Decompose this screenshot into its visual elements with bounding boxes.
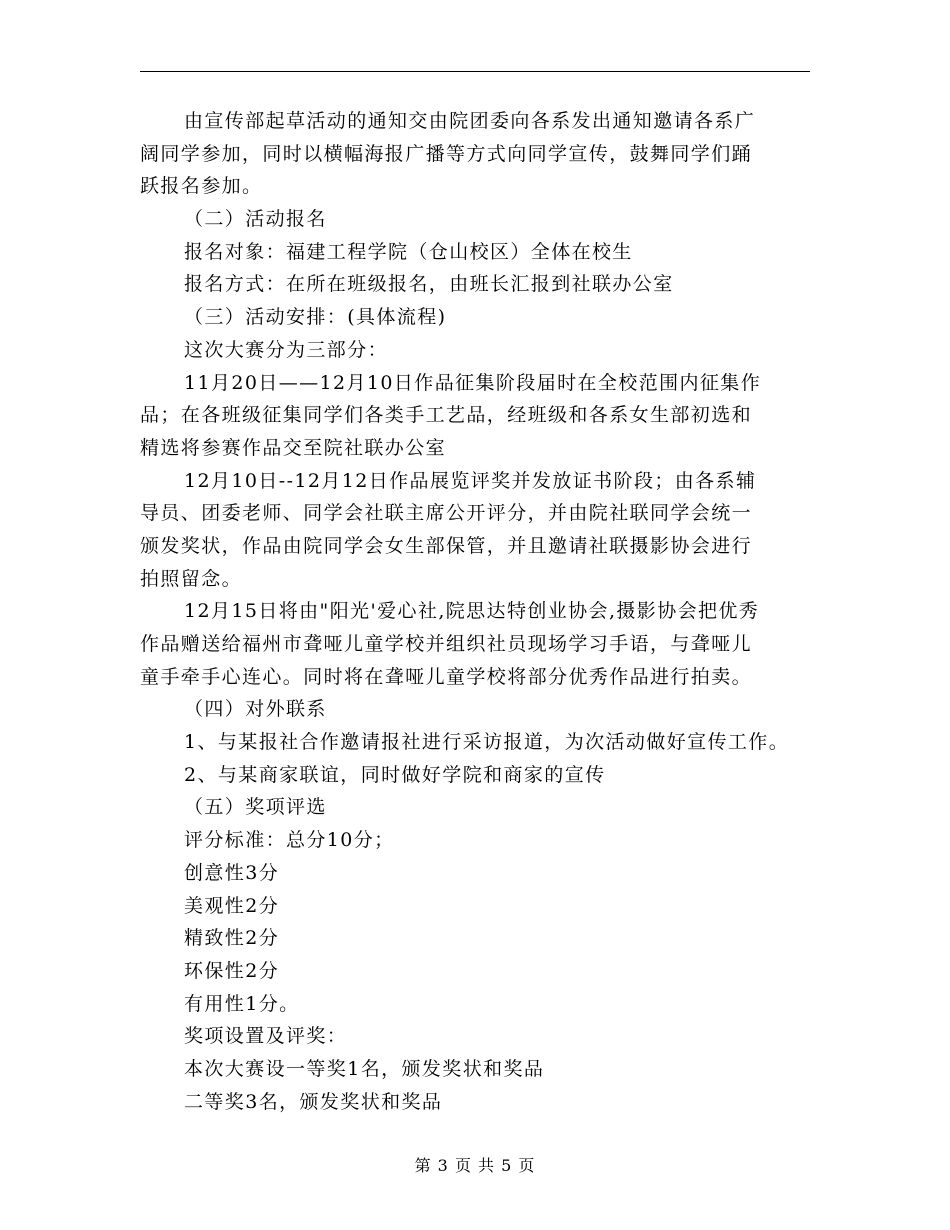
text-line: （三）活动安排：(具体流程): [184, 306, 447, 329]
text-line: 精选将参赛作品交至院社联办公室: [140, 436, 447, 459]
text-line: 奖项设置及评奖：: [184, 1025, 348, 1048]
text-line: 由宣传部起草活动的通知交由院团委向各系发出通知邀请各系广: [184, 110, 756, 132]
text-line: 创意性3分: [184, 861, 280, 884]
text-line: 这次大赛分为三部分：: [184, 338, 389, 361]
text-line: 报名对象：福建工程学院（仓山校区）全体在校生: [184, 240, 633, 263]
text-line: 1、与某报社合作邀请报社进行采访报道，为次活动做好宣传工作。: [184, 731, 790, 754]
text-line: 童手牵手心连心。同时将在聋哑儿童学校将部分优秀作品进行拍卖。: [140, 665, 753, 688]
header-rule: [140, 71, 810, 72]
text-line: （五）奖项评选: [184, 796, 327, 819]
text-line: 精致性2分: [184, 927, 280, 950]
text-line: 评分标准：总分10分；: [184, 829, 395, 852]
document-body: [140, 105, 820, 1118]
text-line: 11月20日——12月10日作品征集阶段届时在全校范围内征集作: [184, 371, 762, 394]
text-line: 2、与某商家联谊，同时做好学院和商家的宣传: [184, 763, 606, 786]
text-line: 颁发奖状，作品由院同学会女生部保管，并且邀请社联摄影协会进行: [140, 534, 753, 557]
text-line: （二）活动报名: [184, 208, 327, 231]
text-line: 环保性2分: [184, 959, 280, 982]
text-line: 报名方式：在所在班级报名，由班长汇报到社联办公室: [184, 273, 674, 296]
text-line: 本次大赛设一等奖1名，颁发奖状和奖品: [184, 1057, 545, 1080]
text-line: 12月15日将由"阳光'爱心社,院思达特创业协会,摄影协会把优秀: [184, 600, 760, 623]
page-footer: 第 3 页 共 5 页: [414, 1156, 536, 1175]
text-line: 跃报名参加。: [140, 175, 263, 198]
text-line: 拍照留念。: [140, 567, 243, 590]
text-line: 阔同学参加，同时以横幅海报广播等方式向同学宣传，鼓舞同学们踊: [140, 142, 753, 165]
text-line: 导员、团委老师、同学会社联主席公开评分，并由院社联同学会统一: [140, 502, 753, 525]
text-line: 有用性1分。: [184, 992, 300, 1015]
text-line: 美观性2分: [184, 894, 280, 917]
text-line: 12月10日--12月12日作品展览评奖并发放证书阶段；由各系辅: [184, 469, 757, 492]
text-line: 二等奖3名，颁发奖状和奖品: [184, 1090, 443, 1113]
text-line: 作品赠送给福州市聋哑儿童学校并组织社员现场学习手语，与聋哑儿: [140, 633, 753, 655]
text-line: （四）对外联系: [184, 698, 327, 721]
text-line: 品；在各班级征集同学们各类手工艺品，经班级和各系女生部初选和: [140, 404, 753, 427]
